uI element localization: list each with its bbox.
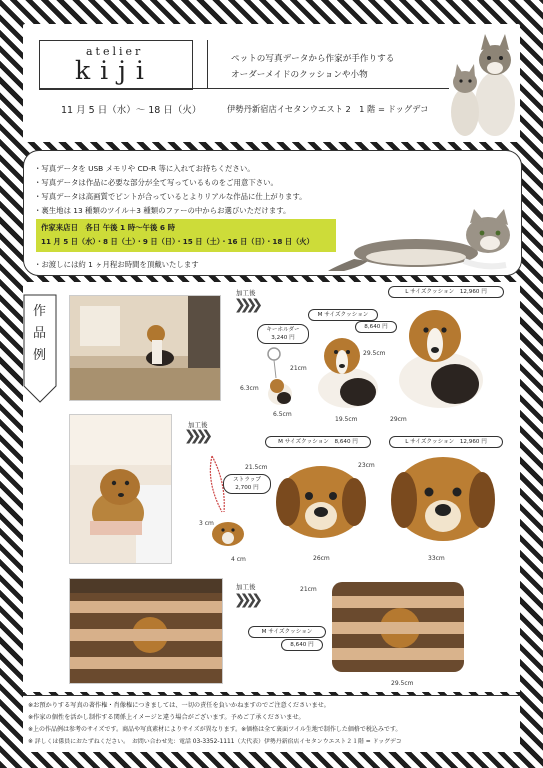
row1-dim-w2: 19.5cm [335,416,358,423]
row1-m-price: 8,640 円 [364,324,388,330]
brand-big: kiji [75,56,154,85]
row2-original-photo [69,414,172,564]
info-bullet-3: ・写真データは高画質でピントが合っているとよりリアルな作品に仕上がります。 [34,192,307,201]
tagline-line2: オーダーメイドのクッションや小物 [231,70,368,80]
info-panel [23,150,522,276]
info-bullet-4: ・裏生地は 13 種類のツイル＋3 種類のファーの中からお選びいただけます。 [34,206,291,215]
row2-dim-h2: 3 cm [199,520,214,527]
examples-label-3: 例 [33,348,47,363]
row1-dim-w3: 29cm [390,416,407,423]
row2-m-bubble [265,436,371,448]
row2-strap-label: ストラップ [233,477,261,483]
footer-note-4: ※ 詳しくは係員におたずねください。 お問い合わせ先：電話 03-3352-1111（大代表）伊勢丹新宿店イセタンウエスト２１階 = ドッグデコ [28,739,402,745]
footer-note-3: ※上の作品例は参考のサイズです。商品や写真素材によりサイズが異なります。※価格は全て裏面ツイル生地で制作した価格で税込みです。 [28,726,402,733]
row3-original-photo [69,578,223,684]
event-dates: 11 月 5 日（水）〜 18 日（火） [61,105,202,116]
row3-m-price-bubble [281,639,323,651]
row2-dim-w2: 26cm [313,555,330,562]
row1-l-cushion [393,300,489,410]
delivery-note: ・お渡しには約 1 ヶ月程お時間を頂戴いたします [34,260,199,269]
row1-keyholder-item [262,346,298,408]
dates-rule-top [39,88,449,89]
footer-note-2: ※作家の個性を活かし制作する関係上イメージと違う場合がございます。予めご了承くださいませ。 [28,714,305,721]
row2-l-bubble [389,436,503,448]
event-venue: 伊勢丹新宿店イセタンウエスト 2 1 階 = ドッグデコ [227,104,429,114]
info-bullet-2: ・写真データは作品に必要な部分が全て写っているものをご用意下さい。 [34,178,278,187]
lying-cat-photo [324,209,518,273]
row1-l-label: L サイズクッション 12,960 円 [405,289,487,295]
row3-arrow-icon: ❯❯❯❯ [234,592,257,608]
row1-after-label: 加工後 [236,289,256,297]
row2-l-cushion [388,452,498,546]
cats-photo [443,24,521,142]
row3-m-bubble [248,626,326,638]
row1-keyholder-price: 3,240 円 [271,335,295,341]
row1-m-cushion [312,330,384,410]
row3-dim-h: 21cm [300,586,317,593]
brand-small: atelier [86,45,144,58]
row2-after-label: 加工後 [188,421,208,429]
row2-dim-w1: 4 cm [231,556,246,563]
row3-dim-w: 29.5cm [391,680,414,687]
row1-keyholder-bubble [257,324,309,344]
row3-m-price: 8,640 円 [290,642,314,648]
row1-l-bubble [388,286,504,298]
row2-strap-bubble [223,474,271,494]
row1-m-bubble [308,309,378,321]
row2-l-label: L サイズクッション 12,960 円 [405,439,487,445]
row1-m-label: M サイズクッション [317,312,369,318]
row3-after-label: 加工後 [236,583,256,591]
artist-line2: 11 月 5 日（水）・8 日（土）・9 日（日）・15 日（土）・16 日（日）・18 日（火） [41,237,314,246]
row3-m-label: M サイズクッション [261,629,313,635]
info-bullet-1: ・写真データを USB メモリや CD-R 等に入れてお持ちください。 [34,164,255,173]
row1-original-photo [69,295,221,401]
tagline-line1: ペットの写真データから作家が手作りする [231,54,395,64]
artist-line1: 作家来店日 各日 午後 1 時〜午後 6 時 [41,223,176,232]
row2-dim-h1: 21.5cm [245,464,268,471]
row2-arrow-icon: ❯❯❯❯ [184,428,207,444]
examples-label-1: 作 [33,304,47,319]
row2-dim-w3: 33cm [428,555,445,562]
row3-m-cushion [328,578,468,676]
row1-arrow-icon: ❯❯❯❯ [234,297,257,313]
row1-dim-h1: 6.3cm [240,385,259,392]
row2-strap-price: 2,700 円 [235,485,259,491]
row1-dim-h3: 29.5cm [363,350,386,357]
header-panel [23,24,520,142]
row2-m-label: M サイズクッション 8,640 円 [278,439,358,445]
row2-dim-h3: 23cm [358,462,375,469]
row1-dim-h2: 21cm [290,365,307,372]
examples-label-2: 品 [33,326,47,341]
row1-dim-w1: 6.5cm [273,411,292,418]
row1-keyholder-label: キーホルダー [266,327,300,333]
footer-note-1: ※お預かりする写真の著作権・肖像権につきましては、一切の責任を負いかねますのでご注意くださいませ。 [28,702,330,709]
row2-m-cushion [272,462,370,542]
